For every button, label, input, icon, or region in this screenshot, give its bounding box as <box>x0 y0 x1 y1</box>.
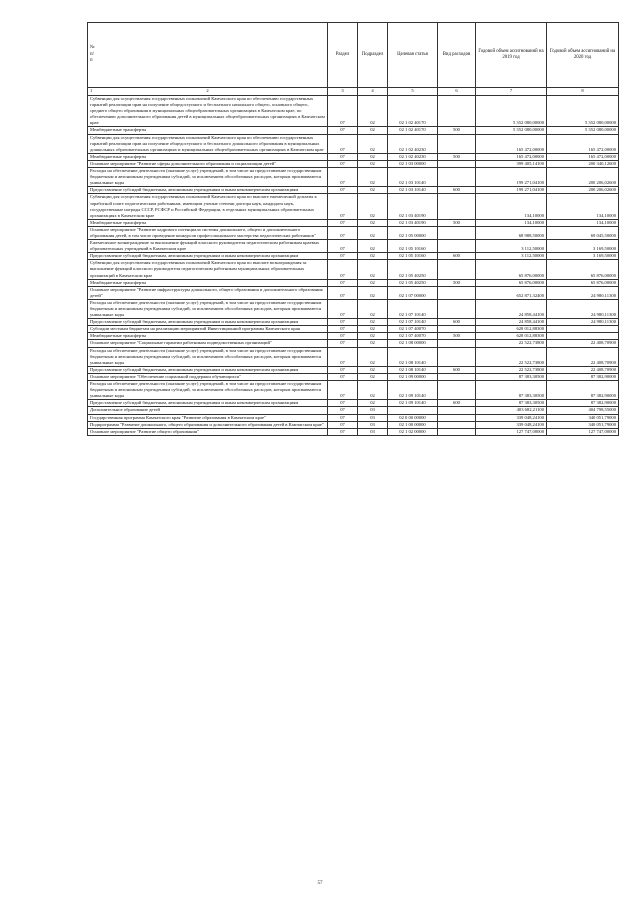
row-name-cell: Основное мероприятие "Развитие инфраструктуры дошкольного, общего образования и дополнительного образования детей" <box>88 286 328 299</box>
row-section-cell: 07 <box>328 96 358 127</box>
row-subsection-cell: 02 <box>358 260 388 279</box>
row-name-cell: Предоставление субсидий бюджетным, автономным учреждениям и иным некоммерческим организациям <box>88 187 328 194</box>
row-expense-type-cell: 600 <box>438 253 476 260</box>
row-expense-type-cell <box>438 168 476 187</box>
table-row <box>88 134 619 153</box>
row-name-cell: Предоставление субсидий бюджетным, автономным учреждениям и иным некоммерческим организациям <box>88 366 328 373</box>
header-name <box>88 23 328 88</box>
budget-table-page <box>87 22 618 436</box>
row-name-cell: Межбюджетные трансферты <box>88 127 328 134</box>
row-subsection-cell: 02 <box>358 366 388 373</box>
row-subsection-cell: 02 <box>358 286 388 299</box>
row-subsection-cell: 02 <box>358 326 388 333</box>
row-subsection-cell: 02 <box>358 253 388 260</box>
row-expense-type-cell <box>438 240 476 253</box>
row-name-cell: Дополнительное образование детей <box>88 407 328 414</box>
column-index: 3 <box>328 88 358 96</box>
row-year-1-cell: 22 522,73800 <box>476 366 547 373</box>
table-header-row: № п/п Раздел Подраздел Целевая статья Вид расходов Годовой объем ассигнований на 2019 год Годовой объем ассигнований на 2020 год <box>88 23 619 88</box>
row-name-cell: Межбюджетные трансферты <box>88 333 328 340</box>
row-target-cell: 02 1 07 10140 <box>388 299 438 318</box>
row-section-cell: 07 <box>328 407 358 414</box>
page-number: 57 <box>317 881 323 886</box>
table-row <box>88 381 619 400</box>
row-subsection-cell: 02 <box>358 279 388 286</box>
row-section-cell: 07 <box>328 347 358 366</box>
row-section-cell: 07 <box>328 168 358 187</box>
row-expense-type-cell <box>438 96 476 127</box>
column-index: 5 <box>388 88 438 96</box>
row-name-cell: Расходы на обеспечение деятельности (оказание услуг) учреждений, в том числе на предоставление государственным бюджетным и автономным учреждениям субсидий, за исключением обособленных расходов, которым присваиваются уникальные коды <box>88 381 328 400</box>
row-name-cell: Расходы на обеспечение деятельности (оказание услуг) учреждений, в том числе на предоставление государственным бюджетным и автономным учреждениям субсидий, за исключением обособленных расходов, которым присваиваются уникальные коды <box>88 299 328 318</box>
row-section-cell: 07 <box>328 340 358 347</box>
row-target-cell <box>388 407 438 414</box>
row-year-1-cell: 339 048,24100 <box>476 421 547 428</box>
row-section-cell: 07 <box>328 428 358 435</box>
row-subsection-cell: 02 <box>358 373 388 380</box>
row-year-1-cell: 87 383,30500 <box>476 381 547 400</box>
row-name-cell: Субвенции для осуществления государственных полномочий Камчатского края по обеспечению государственных гарантий реализации прав на получение общедоступного и бесплатного начального общего, основного общего, среднего общего образования в муниципальных общеобразовательных организациях в Камчатском крае, по обеспечению дополнительного образования детей в муниципальных общеобразовательных организациях в Камчатском крае <box>88 96 328 127</box>
row-year-2-cell: 404 798,55000 <box>547 407 619 414</box>
row-year-1-cell: 22 522,73800 <box>476 340 547 347</box>
row-target-cell: 02 0 00 00000 <box>388 414 438 421</box>
row-year-2-cell: 200 340,12600 <box>547 160 619 167</box>
row-year-2-cell: 22 408,70900 <box>547 366 619 373</box>
row-subsection-cell: 02 <box>358 96 388 127</box>
column-index: 7 <box>476 88 547 96</box>
row-year-2-cell: 200 206,02600 <box>547 168 619 187</box>
row-name-cell: Субвенции для осуществления государственных полномочий Камчатского края по обеспечению государственных гарантий реализации прав на получение общедоступного и бесплатного дошкольного образования в муниципальных дошкольных образовательных организациях и муниципальных общеобразовательных организациях в Камчатском крае <box>88 134 328 153</box>
row-year-1-cell: 68 988,50000 <box>476 226 547 239</box>
row-subsection-cell: 02 <box>358 333 388 340</box>
row-section-cell: 07 <box>328 326 358 333</box>
row-name-cell: Межбюджетные трансферты <box>88 153 328 160</box>
row-name-cell: Основное мероприятие "Социальные гарантии работникам подведомственных организаций" <box>88 340 328 347</box>
row-target-cell: 02 1 03 10140 <box>388 187 438 194</box>
row-section-cell: 07 <box>328 194 358 219</box>
row-year-2-cell: 200 206,02600 <box>547 187 619 194</box>
row-section-cell: 07 <box>328 260 358 279</box>
row-target-cell: 02 1 03 00000 <box>388 160 438 167</box>
row-target-cell: 02 1 02 40170 <box>388 96 438 127</box>
row-year-1-cell: 22 522,73800 <box>476 347 547 366</box>
row-year-2-cell: 5 352 080,00000 <box>547 96 619 127</box>
table-row <box>88 333 619 340</box>
column-index: 6 <box>438 88 476 96</box>
header-section: Раздел <box>328 23 358 88</box>
table-row <box>88 168 619 187</box>
row-year-2-cell: 69 045,50000 <box>547 226 619 239</box>
row-year-1-cell: 399 405,14100 <box>476 160 547 167</box>
row-year-1-cell: 199 271,04100 <box>476 168 547 187</box>
row-name-cell: Основное мероприятие "Развитие общего образования" <box>88 428 328 435</box>
row-section-cell: 07 <box>328 421 358 428</box>
row-name-cell: Межбюджетные трансферты <box>88 219 328 226</box>
header-expense-type: Вид расходов <box>438 23 476 88</box>
row-subsection-cell: 03 <box>358 421 388 428</box>
row-expense-type-cell: 600 <box>438 400 476 407</box>
row-name-cell: Межбюджетные трансферты <box>88 279 328 286</box>
row-section-cell: 07 <box>328 381 358 400</box>
row-section-cell: 07 <box>328 240 358 253</box>
table-body <box>88 96 619 436</box>
budget-table <box>87 22 619 436</box>
row-year-2-cell: 65 876,00000 <box>547 260 619 279</box>
table-row <box>88 219 619 226</box>
table-row <box>88 194 619 219</box>
row-year-2-cell: 127 747,00000 <box>547 428 619 435</box>
row-expense-type-cell <box>438 226 476 239</box>
row-target-cell: 02 1 02 40230 <box>388 153 438 160</box>
row-subsection-cell: 02 <box>358 160 388 167</box>
column-index: 8 <box>547 88 619 96</box>
row-year-1-cell: 65 876,00000 <box>476 260 547 279</box>
row-year-2-cell: 87 382,90000 <box>547 373 619 380</box>
row-subsection-cell: 02 <box>358 134 388 153</box>
row-subsection-cell: 02 <box>358 219 388 226</box>
row-expense-type-cell: 500 <box>438 219 476 226</box>
row-subsection-cell: 02 <box>358 168 388 187</box>
row-section-cell: 07 <box>328 299 358 318</box>
table-row <box>88 253 619 260</box>
row-subsection-cell: 03 <box>358 428 388 435</box>
row-year-2-cell: 134,10000 <box>547 194 619 219</box>
row-target-cell: 02 1 07 40070 <box>388 333 438 340</box>
header-target: Целевая статья <box>388 23 438 88</box>
row-expense-type-cell <box>438 428 476 435</box>
row-year-2-cell: 165 472,00000 <box>547 153 619 160</box>
row-year-2-cell: 24 980,11300 <box>547 319 619 326</box>
table-row <box>88 319 619 326</box>
row-target-cell: 02 1 03 10140 <box>388 168 438 187</box>
row-expense-type-cell <box>438 134 476 153</box>
row-year-2-cell <box>547 333 619 340</box>
row-section-cell: 07 <box>328 127 358 134</box>
row-section-cell: 07 <box>328 319 358 326</box>
row-name-cell: Предоставление субсидий бюджетным, автономным учреждениям и иным некоммерческим организациям <box>88 400 328 407</box>
row-year-2-cell <box>547 326 619 333</box>
header-year-1: Годовой объем ассигнований на 2019 год <box>476 23 547 88</box>
table-row <box>88 286 619 299</box>
row-expense-type-cell: 600 <box>438 187 476 194</box>
row-year-2-cell: 134,10000 <box>547 219 619 226</box>
table-row <box>88 96 619 127</box>
row-subsection-cell: 02 <box>358 240 388 253</box>
row-year-1-cell: 127 747,00000 <box>476 428 547 435</box>
row-subsection-cell: 02 <box>358 299 388 318</box>
row-name-cell: Ежемесячное вознаграждение за выполнение функций классного руководителя педагогическим работникам краевых образовательных учреждений в Камчатском крае <box>88 240 328 253</box>
row-section-cell: 07 <box>328 187 358 194</box>
row-name-cell: Государственная программа Камчатского края "Развитие образования в Камчатском крае" <box>88 414 328 421</box>
table-row <box>88 226 619 239</box>
row-expense-type-cell <box>438 286 476 299</box>
row-target-cell: 02 1 02 40230 <box>388 134 438 153</box>
row-year-1-cell: 628 012,88300 <box>476 333 547 340</box>
table-row <box>88 366 619 373</box>
table-row <box>88 326 619 333</box>
row-expense-type-cell <box>438 194 476 219</box>
row-year-2-cell: 340 051,79000 <box>547 421 619 428</box>
row-name-cell: Основное мероприятие "Развитие кадрового потенциала системы дошкольного, общего и дополнительного образования детей, в том числе проведение конкурсов профессионального мастерства педагогических работников" <box>88 226 328 239</box>
row-section-cell: 07 <box>328 400 358 407</box>
row-target-cell: 02 1 09 00000 <box>388 373 438 380</box>
table-row <box>88 299 619 318</box>
row-expense-type-cell <box>438 160 476 167</box>
row-year-2-cell: 24 980,11300 <box>547 299 619 318</box>
table-row <box>88 279 619 286</box>
row-section-cell: 07 <box>328 226 358 239</box>
row-section-cell: 07 <box>328 253 358 260</box>
table-row <box>88 400 619 407</box>
row-target-cell: 02 1 05 40250 <box>388 279 438 286</box>
row-name-cell: Предоставление субсидий бюджетным, автономным учреждениям и иным некоммерческим организациям <box>88 319 328 326</box>
row-target-cell: 02 1 07 10140 <box>388 319 438 326</box>
row-section-cell: 07 <box>328 160 358 167</box>
row-target-cell: 02 1 05 10160 <box>388 253 438 260</box>
row-subsection-cell: 02 <box>358 340 388 347</box>
row-subsection-cell: 02 <box>358 187 388 194</box>
row-name-cell: Расходы на обеспечение деятельности (оказание услуг) учреждений, в том числе на предоставление государственным бюджетным и автономным учреждениям субсидий, за исключением обособленных расходов, которым присваиваются уникальные коды <box>88 168 328 187</box>
row-year-2-cell: 5 352 080,00000 <box>547 127 619 134</box>
row-year-1-cell: 87 383,30500 <box>476 400 547 407</box>
row-target-cell: 02 1 08 00000 <box>388 340 438 347</box>
header-year-2: Годовой объем ассигнований на 2020 год <box>547 23 619 88</box>
row-year-2-cell: 87 382,90000 <box>547 400 619 407</box>
row-target-cell: 02 1 09 10140 <box>388 381 438 400</box>
row-year-1-cell: 65 876,00000 <box>476 279 547 286</box>
row-expense-type-cell: 500 <box>438 279 476 286</box>
row-year-1-cell: 403 682,21100 <box>476 407 547 414</box>
row-year-2-cell: 24 980,11300 <box>547 286 619 299</box>
row-name-cell: Предоставление субсидий бюджетным, автономным учреждениям и иным некоммерческим организациям <box>88 253 328 260</box>
column-index: 4 <box>358 88 388 96</box>
row-target-cell: 02 1 02 00000 <box>388 428 438 435</box>
row-year-1-cell: 628 012,88300 <box>476 326 547 333</box>
row-section-cell: 07 <box>328 333 358 340</box>
row-name-cell: Субсидии местным бюджетам на реализацию мероприятий Инвестиционной программы Камчатского края <box>88 326 328 333</box>
row-expense-type-cell <box>438 299 476 318</box>
row-section-cell: 07 <box>328 134 358 153</box>
row-target-cell: 02 1 03 40190 <box>388 194 438 219</box>
row-expense-type-cell <box>438 381 476 400</box>
row-name-cell: Субвенции для осуществления государственных полномочий Камчатского края по выплате ежемесячной доплаты к заработной плате педагогическим работникам, имеющим ученые степени доктора наук, кандидата наук, государственные награды СССР, РСФСР и Российской Федерации, в отдельных муниципальных образовательных организациях в Камчатском крае <box>88 194 328 219</box>
row-year-1-cell: 24 858,44100 <box>476 319 547 326</box>
row-target-cell: 02 1 09 10140 <box>388 400 438 407</box>
row-year-1-cell: 134,10000 <box>476 194 547 219</box>
row-year-2-cell: 3 169,50000 <box>547 253 619 260</box>
table-row <box>88 407 619 414</box>
row-target-cell: 02 1 05 40250 <box>388 260 438 279</box>
row-year-1-cell: 87 383,30500 <box>476 373 547 380</box>
row-year-1-cell: 3 112,50000 <box>476 240 547 253</box>
row-subsection-cell: 03 <box>358 414 388 421</box>
row-expense-type-cell <box>438 421 476 428</box>
table-row <box>88 428 619 435</box>
row-name-cell: Расходы на обеспечение деятельности (оказание услуг) учреждений, в том числе на предоставление государственным бюджетным и автономным учреждениям субсидий, за исключением обособленных расходов, которым присваиваются уникальные коды <box>88 347 328 366</box>
column-index: 2 <box>88 88 328 96</box>
row-year-2-cell: 3 169,50000 <box>547 240 619 253</box>
row-subsection-cell: 03 <box>358 407 388 414</box>
row-expense-type-cell: 500 <box>438 153 476 160</box>
table-row <box>88 153 619 160</box>
row-year-1-cell: 5 352 080,00000 <box>476 96 547 127</box>
row-section-cell: 07 <box>328 153 358 160</box>
row-target-cell: 02 1 07 00000 <box>388 286 438 299</box>
row-name-cell: Субвенции для осуществления государственных полномочий Камчатского края по выплате вознаграждения за выполнение функций классного руководителя педагогическим работникам муниципальных образовательных организаций в Камчатском крае <box>88 260 328 279</box>
column-index-row: 1 2 3 4 5 6 7 8 <box>88 88 619 96</box>
row-year-2-cell: 165 472,00000 <box>547 134 619 153</box>
row-expense-type-cell <box>438 260 476 279</box>
row-expense-type-cell: 600 <box>438 366 476 373</box>
row-section-cell: 07 <box>328 219 358 226</box>
table-row <box>88 340 619 347</box>
table-row <box>88 414 619 421</box>
row-section-cell: 07 <box>328 414 358 421</box>
row-name-cell: Основное мероприятие "Развитие сферы дополнительного образования и социализации детей" <box>88 160 328 167</box>
row-expense-type-cell <box>438 414 476 421</box>
row-year-1-cell: 165 472,00000 <box>476 134 547 153</box>
row-year-2-cell: 22 408,70900 <box>547 347 619 366</box>
row-expense-type-cell: 500 <box>438 333 476 340</box>
row-subsection-cell: 02 <box>358 347 388 366</box>
row-year-1-cell: 199 271,04100 <box>476 187 547 194</box>
row-section-cell: 07 <box>328 366 358 373</box>
row-target-cell: 02 1 08 10140 <box>388 347 438 366</box>
row-target-cell: 02 1 05 00000 <box>388 226 438 239</box>
row-name-cell: Подпрограмма "Развитие дошкольного, общего образования и дополнительного образования детей в Камчатском крае" <box>88 421 328 428</box>
table-row <box>88 240 619 253</box>
row-expense-type-cell <box>438 407 476 414</box>
row-year-1-cell: 134,10000 <box>476 219 547 226</box>
row-year-1-cell: 339 048,24100 <box>476 414 547 421</box>
row-section-cell: 07 <box>328 373 358 380</box>
row-target-cell: 02 1 05 10160 <box>388 240 438 253</box>
row-expense-type-cell <box>438 347 476 366</box>
row-year-1-cell: 24 858,44100 <box>476 299 547 318</box>
row-section-cell: 07 <box>328 286 358 299</box>
row-target-cell: 02 1 02 40170 <box>388 127 438 134</box>
row-name-cell: Основное мероприятие "Обеспечение социальной поддержки обучающихся" <box>88 373 328 380</box>
row-year-1-cell: 3 112,50000 <box>476 253 547 260</box>
table-row <box>88 347 619 366</box>
table-row <box>88 160 619 167</box>
row-year-2-cell: 65 876,00000 <box>547 279 619 286</box>
row-subsection-cell: 02 <box>358 194 388 219</box>
table-row <box>88 127 619 134</box>
row-year-2-cell: 340 051,79000 <box>547 414 619 421</box>
table-row <box>88 373 619 380</box>
row-target-cell: 02 1 03 40190 <box>388 219 438 226</box>
row-target-cell: 02 1 00 00000 <box>388 421 438 428</box>
row-target-cell: 02 1 08 10140 <box>388 366 438 373</box>
header-subsection: Подраздел <box>358 23 388 88</box>
row-year-1-cell: 652 871,32400 <box>476 286 547 299</box>
row-expense-type-cell <box>438 326 476 333</box>
row-expense-type-cell <box>438 340 476 347</box>
table-row <box>88 260 619 279</box>
table-row <box>88 187 619 194</box>
row-subsection-cell: 02 <box>358 319 388 326</box>
row-subsection-cell: 02 <box>358 153 388 160</box>
row-subsection-cell: 02 <box>358 400 388 407</box>
row-year-1-cell: 165 472,00000 <box>476 153 547 160</box>
row-year-2-cell: 22 408,70900 <box>547 340 619 347</box>
row-subsection-cell: 02 <box>358 127 388 134</box>
row-year-2-cell: 87 382,90000 <box>547 381 619 400</box>
row-target-cell: 02 1 07 40070 <box>388 326 438 333</box>
row-expense-type-cell <box>438 373 476 380</box>
row-year-1-cell: 5 352 080,00000 <box>476 127 547 134</box>
row-subsection-cell: 02 <box>358 226 388 239</box>
row-expense-type-cell: 600 <box>438 319 476 326</box>
row-expense-type-cell: 500 <box>438 127 476 134</box>
row-section-cell: 07 <box>328 279 358 286</box>
row-subsection-cell: 02 <box>358 381 388 400</box>
table-row <box>88 421 619 428</box>
